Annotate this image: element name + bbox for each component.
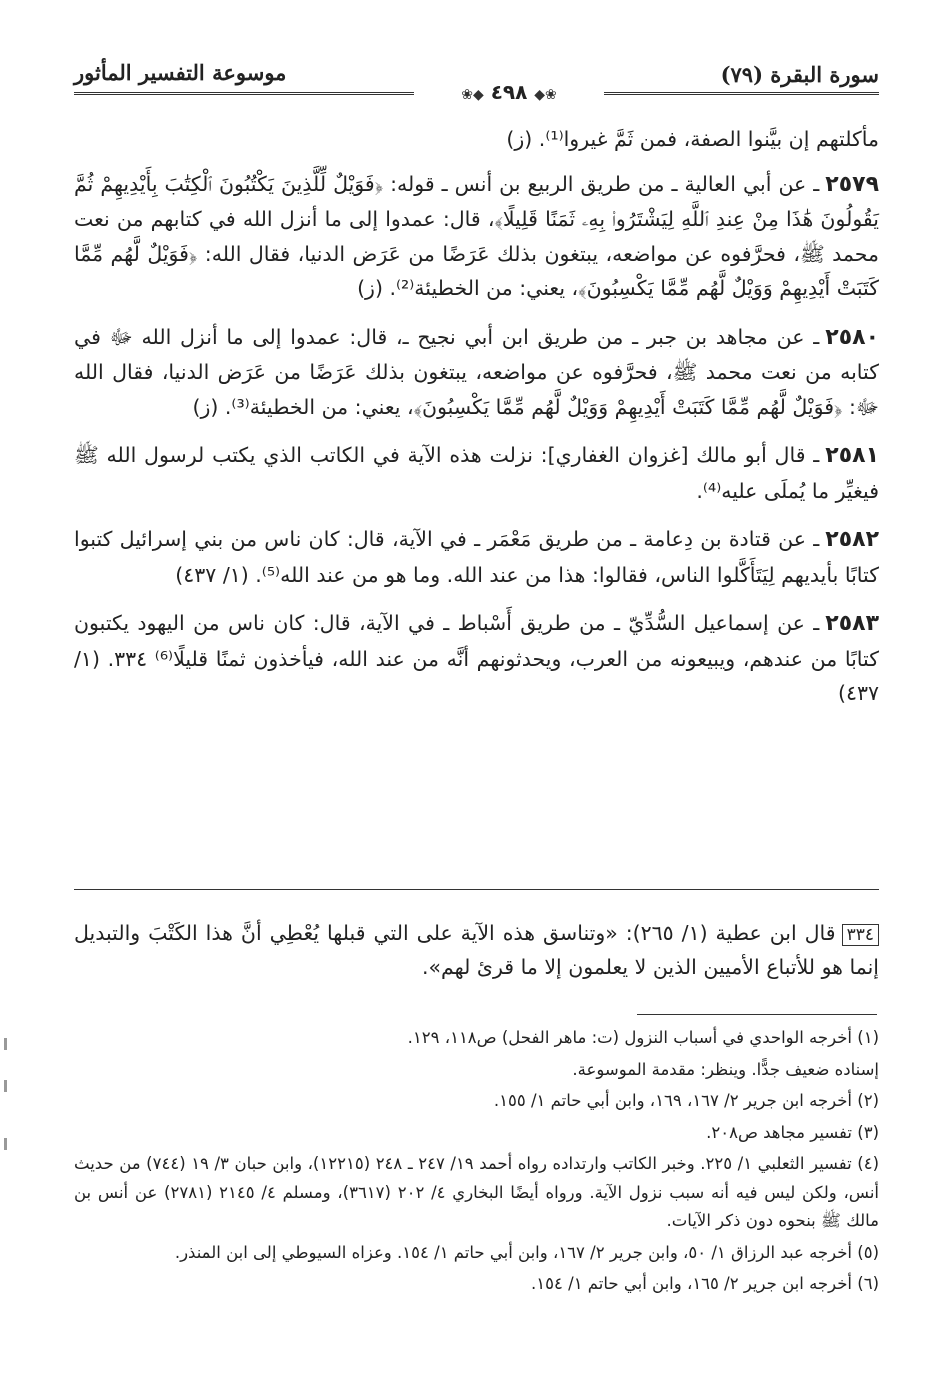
edge-mark bbox=[4, 1038, 7, 1050]
ornament-icon: ◆❀ bbox=[534, 87, 557, 103]
footnotes bbox=[74, 1024, 879, 1302]
page-number: ٤٩٨ bbox=[490, 80, 528, 104]
binding-edge bbox=[4, 0, 10, 1390]
entry-text: ـ عن قتادة بن دِعامة ـ من طريق مَعْمَر ـ في الآية، قال: كان ناس من بني إسرائيل كتبوا كتابًا بأيديهم لِيَتَأَكَّلوا الناس، فقالوا: هذا من عند الله. وما هو من عند الله⁽⁵⁾. (١/ ٤٣٧) bbox=[74, 527, 879, 587]
main-text bbox=[74, 122, 879, 725]
entry-number: ٢٥٨٢ bbox=[825, 527, 879, 552]
edge-mark bbox=[4, 1080, 7, 1092]
commentary-note bbox=[74, 916, 879, 984]
page-number-box bbox=[414, 80, 604, 106]
entry-text: ـ عن مجاهد بن جبر ـ من طريق ابن أبي نجيح ـ، قال: عمدوا إلى ما أنزل الله ﷻ في كتابه من نعت محمد ﷺ، فحرَّفوه عن مواضعه، يبتغون بذلك عَرَضًا من عَرَض الدنيا، فقال الله ﷻ: ﴿فَوَيْلٌ لَّهُم مِّمَّا كَتَبَتْ أَيْدِيهِمْ وَوَيْلٌ لَّهُم مِّمَّا يَكْسِبُونَ﴾، يعني: من الخطيئة⁽³⁾. (ز) bbox=[74, 324, 879, 419]
comment-number-box: ٣٣٤ bbox=[842, 924, 879, 946]
edge-mark bbox=[4, 1138, 7, 1150]
entry-text: ـ عن أبي العالية ـ من طريق الربيع بن أنس ـ قوله: ﴿فَوَيْلٌ لِّلَّذِينَ يَكْتُبُونَ ٱلْكِتَٰبَ بِأَيْدِيهِمْ ثُمَّ يَقُولُونَ هَٰذَا مِنْ عِندِ ٱللَّهِ لِيَشْتَرُوا۟ بِهِۦ ثَمَنًا قَلِيلًا﴾، قال: عمدوا إلى ما أنزل الله في كتابهم من نعت محمد ﷺ، فحرَّفوه عن مواضعه، يبتغون بذلك عَرَضًا من عَرَض الدنيا، فقال الله: ﴿فَوَيْلٌ لَّهُم مِّمَّا كَتَبَتْ أَيْدِيهِمْ وَوَيْلٌ لَّهُم مِّمَّا يَكْسِبُونَ﴾، يعني: من الخطيئة⁽²⁾. (ز) bbox=[74, 171, 879, 300]
entry-number: ٢٥٨٣ bbox=[825, 611, 879, 636]
intro-paragraph: مأكلتهم إن بيَّنوا الصفة، فمن ثَمَّ غيروا⁽¹⁾. (ز) bbox=[506, 127, 879, 151]
footnote: إسناده ضعيف جدًّا. وينظر: مقدمة الموسوعة. bbox=[572, 1059, 879, 1079]
footnote: (٢) أخرجه ابن جرير ٢/ ١٦٧، ١٦٩، وابن أبي حاتم ١/ ١٥٥. bbox=[493, 1091, 879, 1110]
entry-text: ـ عن إسماعيل السُّدِّيّ ـ من طريق أَسْباط ـ في الآية، قال: كان ناس من اليهود يكتبون كتابًا من عندهم، ويبيعونه من العرب، ويحدثونهم أنَّه من عند الله، فيأخذون ثمنًا قليلًا⁽⁶⁾ ٣٣٤. (١/ ٤٣٧) bbox=[74, 611, 879, 705]
footnote: (٥) أخرجه عبد الرزاق ١/ ٥٠، وابن جرير ٢/ ١٦٧، وابن أبي حاتم ١/ ١٥٤. وعزاه السيوطي إلى ابن المنذر. bbox=[174, 1242, 879, 1262]
entry-number: ٢٥٨١ bbox=[825, 443, 879, 468]
comment-text: قال ابن عطية (١/ ٢٦٥): «وتناسق هذه الآية على التي قبلها يُعْطِي أنَّ هذا الكَتْبَ والتبديل إنما هو للأتباع الأميين الذين لا يعلمون إلا ما قرئ لهم». bbox=[74, 921, 879, 979]
footnote: (١) أخرجه الواحدي في أسباب النزول (ت: ماهر الفحل) ص١١٨، ١٢٩. bbox=[407, 1028, 879, 1047]
footnote: (٦) أخرجه ابن جرير ٢/ ١٦٥، وابن أبي حاتم ١/ ١٥٤. bbox=[531, 1274, 879, 1293]
entry-text: ـ قال أبو مالك [غزوان الغفاري]: نزلت هذه الآية في الكاتب الذي يكتب لرسول الله ﷺ فيغيِّر ما يُملَى عليه⁽⁴⁾. bbox=[74, 443, 879, 503]
book-title: موسوعة التفسير المأثور bbox=[74, 60, 287, 85]
footnote: (٣) تفسير مجاهد ص٢٠٨. bbox=[706, 1122, 879, 1142]
entry-number: ٢٥٨٠ bbox=[825, 324, 879, 350]
entry-paragraph bbox=[74, 167, 879, 306]
entry-paragraph bbox=[74, 522, 879, 592]
page-header bbox=[74, 56, 879, 106]
surah-title: سورة البقرة (٧٩) bbox=[720, 62, 879, 87]
comment-separator bbox=[74, 889, 879, 890]
entry-paragraph bbox=[74, 606, 879, 711]
entry-paragraph bbox=[74, 320, 879, 425]
footnote: (٤) تفسير الثعلبي ١/ ٢٢٥. وخبر الكاتب وارتداده رواه أحمد ١٩/ ٢٤٧ ـ ٢٤٨ (١٢٢١٥)، وابن حبان ٣/ ١٩ (٧٤٤) من حديث أنس، ولكن ليس فيه أنه سبب نزول الآية. ورواه أيضًا البخاري ٤/ ٢٠٢ (٣٦١٧)، ومسلم ٤/ ٢١٤٥ (٢٧٨١) عن أنس بن مالك ﷺ بنحوه دون ذكر الآيات. bbox=[74, 1154, 880, 1230]
ornament-icon: ❀◆ bbox=[461, 87, 484, 103]
footnote-rule bbox=[637, 1014, 877, 1015]
entry-paragraph bbox=[74, 438, 879, 508]
entry-number: ٢٥٧٩ bbox=[825, 171, 879, 197]
